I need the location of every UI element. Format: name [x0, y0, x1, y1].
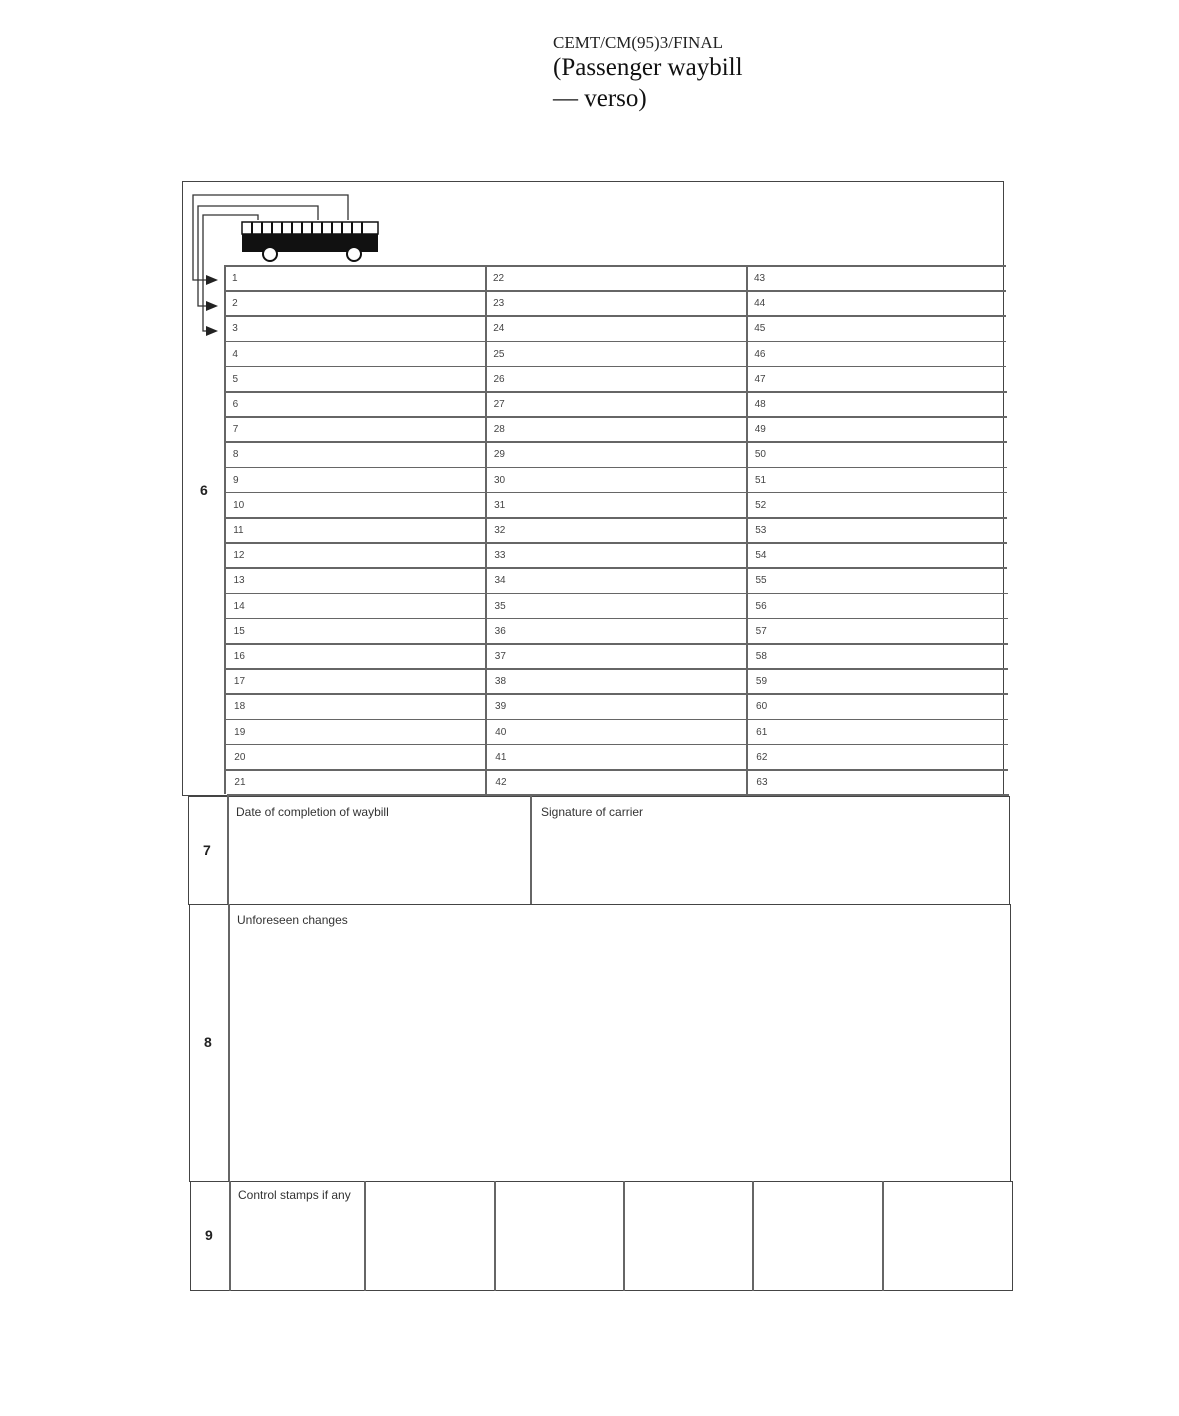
- seat-cell[interactable]: [749, 644, 1007, 667]
- stamp-divider-4: [752, 1181, 754, 1291]
- seat-cell[interactable]: [748, 417, 1006, 440]
- seat-number: 52: [755, 499, 767, 511]
- seat-cell[interactable]: [486, 291, 745, 314]
- seat-cell[interactable]: [488, 594, 747, 617]
- seat-number: 30: [493, 474, 506, 486]
- seat-number: 23: [493, 298, 505, 310]
- seat-cell[interactable]: [747, 342, 1005, 365]
- seat-cell[interactable]: [488, 720, 747, 743]
- seat-cell[interactable]: [226, 468, 485, 491]
- seat-cell[interactable]: [487, 417, 746, 440]
- seat-number: 62: [756, 751, 768, 763]
- section-6-number: 6: [200, 482, 208, 498]
- seat-cell[interactable]: [487, 493, 746, 516]
- header-title: (Passenger waybill — verso): [553, 54, 743, 112]
- stamp-divider-1: [364, 1181, 366, 1291]
- seat-cell[interactable]: [226, 493, 485, 516]
- seat-number: 41: [495, 751, 507, 763]
- seat-cell[interactable]: [227, 669, 486, 692]
- seat-number: 1: [232, 273, 238, 284]
- seat-cell[interactable]: [486, 367, 745, 390]
- seat-cell[interactable]: [747, 367, 1005, 390]
- seat-number: 32: [494, 525, 506, 536]
- header-reference: CEMT/CM(95)3/FINAL: [553, 33, 723, 52]
- seat-number: 6: [232, 399, 239, 410]
- seat-cell[interactable]: [749, 745, 1007, 768]
- seat-cell[interactable]: [747, 291, 1005, 314]
- seat-number: 31: [494, 499, 506, 511]
- seat-cell[interactable]: [488, 669, 747, 692]
- seat-cell[interactable]: [749, 669, 1007, 692]
- seat-number: 47: [754, 373, 766, 385]
- seat-cell[interactable]: [748, 518, 1006, 541]
- seat-cell[interactable]: [748, 568, 1006, 591]
- seat-cell[interactable]: [488, 745, 747, 768]
- seat-cell[interactable]: [488, 644, 747, 667]
- seat-cell[interactable]: [226, 392, 485, 415]
- seat-number: 39: [495, 701, 507, 713]
- seat-number: 8: [232, 449, 239, 461]
- seat-cell[interactable]: [227, 745, 486, 768]
- seat-cell[interactable]: [488, 694, 747, 717]
- seat-number: 48: [754, 399, 766, 410]
- seat-cell[interactable]: [226, 442, 485, 465]
- seat-number: 25: [493, 348, 505, 360]
- seat-number: 26: [493, 373, 505, 385]
- seat-cell[interactable]: [747, 316, 1005, 339]
- seat-number: 28: [493, 424, 505, 436]
- section-9-number: 9: [205, 1227, 213, 1243]
- seat-number: 34: [494, 575, 506, 587]
- seat-cell[interactable]: [748, 392, 1006, 415]
- seat-number: 22: [493, 273, 505, 284]
- seat-cell[interactable]: [487, 468, 746, 491]
- signature-of-carrier-field[interactable]: [533, 825, 1008, 903]
- seat-cell[interactable]: [486, 266, 745, 289]
- seat-cell[interactable]: [749, 594, 1007, 617]
- seat-number: 46: [754, 348, 766, 360]
- seat-number: 20: [234, 751, 246, 763]
- stamp-divider-3: [623, 1181, 625, 1291]
- seat-cell[interactable]: [487, 392, 746, 415]
- seat-cell[interactable]: [749, 720, 1007, 743]
- seat-number: 18: [234, 701, 246, 713]
- seat-cell[interactable]: [488, 619, 747, 642]
- seat-number: 19: [234, 726, 246, 738]
- seat-number: 61: [756, 726, 768, 738]
- seat-number: 35: [494, 600, 506, 612]
- seat-number: 12: [233, 550, 245, 562]
- seat-cell[interactable]: [227, 770, 486, 793]
- seat-number: 45: [754, 323, 766, 335]
- seat-cell[interactable]: [486, 342, 745, 365]
- seat-cell[interactable]: [227, 720, 486, 743]
- seat-cell[interactable]: [749, 694, 1007, 717]
- seat-number: 7: [232, 424, 239, 436]
- seat-number: 10: [233, 499, 245, 511]
- seat-number: 56: [755, 600, 767, 612]
- seat-cell[interactable]: [226, 518, 485, 541]
- seat-cell[interactable]: [487, 543, 746, 566]
- unforeseen-changes-field[interactable]: [231, 933, 1009, 1180]
- date-of-completion-field[interactable]: [229, 825, 529, 903]
- seat-number: 40: [495, 726, 507, 738]
- seat-number: 3: [232, 323, 238, 335]
- seat-cell[interactable]: [748, 493, 1006, 516]
- seat-cell[interactable]: [487, 568, 746, 591]
- seat-number: 24: [493, 323, 505, 335]
- section-8-number: 8: [204, 1034, 212, 1050]
- seat-cell[interactable]: [747, 266, 1005, 289]
- unforeseen-changes-label: Unforeseen changes: [237, 913, 348, 927]
- stamp-divider-2: [494, 1181, 496, 1291]
- seat-number: 9: [232, 474, 239, 486]
- seat-number: 2: [232, 298, 238, 310]
- seat-cell[interactable]: [225, 291, 484, 314]
- seat-cell[interactable]: [226, 543, 485, 566]
- seat-number: 27: [493, 399, 505, 410]
- seat-number: 57: [755, 625, 767, 637]
- seat-number: 51: [754, 474, 767, 486]
- seat-cell[interactable]: [748, 442, 1006, 465]
- seat-number: 37: [494, 651, 506, 662]
- seat-number: 54: [755, 550, 767, 562]
- seat-number: 4: [232, 348, 238, 360]
- signature-of-carrier-label: Signature of carrier: [541, 805, 644, 819]
- seat-number: 36: [494, 625, 506, 637]
- seat-number: 42: [495, 777, 507, 788]
- seat-number: 13: [233, 575, 245, 587]
- seat-cell[interactable]: [748, 468, 1006, 491]
- section-7-number: 7: [203, 842, 211, 858]
- seat-number: 14: [233, 600, 245, 612]
- seat-cell[interactable]: [225, 342, 484, 365]
- seat-number: 29: [493, 449, 505, 461]
- seat-cell[interactable]: [225, 316, 484, 339]
- seat-number: 16: [233, 651, 245, 662]
- seat-number: 53: [755, 525, 767, 536]
- seat-cell[interactable]: [487, 518, 746, 541]
- seat-number: 11: [233, 525, 244, 536]
- seat-cell[interactable]: [226, 417, 485, 440]
- control-stamps-label: Control stamps if any: [238, 1188, 351, 1202]
- seat-number: 17: [233, 676, 246, 688]
- seat-cell[interactable]: [488, 770, 747, 793]
- seat-number: 55: [755, 575, 767, 587]
- seat-cell[interactable]: [225, 266, 484, 289]
- seat-number: 49: [754, 424, 766, 436]
- seat-number: 15: [233, 625, 245, 637]
- seat-number: 59: [755, 676, 768, 688]
- seat-number: 58: [755, 651, 767, 662]
- seat-cell[interactable]: [487, 442, 746, 465]
- seat-cell[interactable]: [227, 644, 486, 667]
- seat-number: 60: [756, 701, 768, 713]
- seat-number: 21: [234, 777, 246, 788]
- seat-number: 43: [754, 273, 766, 284]
- seat-cell[interactable]: [749, 770, 1007, 793]
- section-9-label-divider: [229, 1181, 231, 1291]
- seat-number: 5: [232, 373, 239, 385]
- seat-number: 50: [754, 449, 766, 461]
- seat-cell[interactable]: [227, 694, 486, 717]
- stamp-divider-5: [882, 1181, 884, 1291]
- seat-number: 44: [754, 298, 766, 310]
- seat-cell[interactable]: [486, 316, 745, 339]
- seat-cell[interactable]: [227, 619, 486, 642]
- seat-number: 63: [756, 777, 768, 788]
- seat-cell[interactable]: [227, 594, 486, 617]
- date-of-completion-label: Date of completion of waybill: [236, 805, 389, 819]
- seat-cell[interactable]: [226, 568, 485, 591]
- seat-number: 38: [494, 676, 507, 688]
- seat-cell[interactable]: [748, 543, 1006, 566]
- seat-number: 33: [494, 550, 506, 562]
- section-8-label-divider: [228, 904, 230, 1182]
- section-7-field-divider: [530, 796, 532, 905]
- seat-cell[interactable]: [225, 367, 484, 390]
- seat-cell[interactable]: [749, 619, 1007, 642]
